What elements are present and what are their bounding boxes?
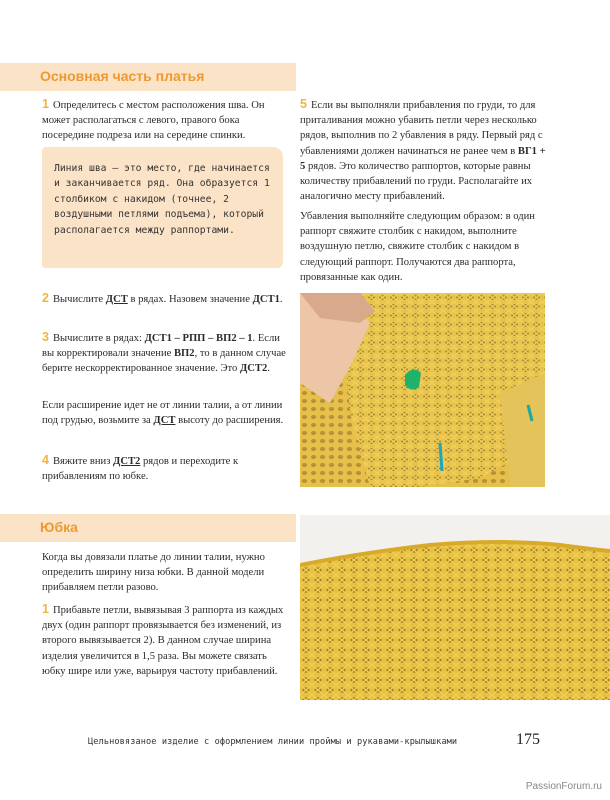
step-4-number: 4 xyxy=(42,453,49,467)
step-2-text-mid: в рядах. Назовем значение xyxy=(127,294,253,305)
skirt-intro-text: Когда вы довязали платье до линии талии, нужно определить ширину низа юбки. В данной модели прибавляем петли разово. xyxy=(42,552,265,594)
step-2-number: 2 xyxy=(42,291,49,305)
step-5 xyxy=(300,97,550,204)
term-vg1: ВГ1 + 5 xyxy=(300,145,546,172)
step-3-extra-text: Если расширение идет не от линии талии, а от линии под грудью, возьмите за xyxy=(42,400,283,427)
step-3-text: Вычислите в рядах: xyxy=(52,333,145,344)
watermark: PassionForum.ru xyxy=(525,781,602,792)
step-2 xyxy=(42,291,287,307)
formula: ДСТ1 – РПП – ВП2 – 1 xyxy=(144,333,253,344)
step-5-end: рядов. Это количество раппортов, которые равны количеству прибавлений по груди. Располагайте их аналогично месту прибавлений. xyxy=(300,160,533,203)
skirt-section-heading-bar xyxy=(0,514,296,542)
skirt-intro xyxy=(42,550,287,596)
skirt-step-1 xyxy=(42,602,287,679)
main-section-title: Основная часть платья xyxy=(40,68,205,84)
step-3-text-mid2: , то в данном случае берите нескорректированное значение. Это xyxy=(42,348,286,375)
step-1-number: 1 xyxy=(42,97,49,111)
term-dst1: ДСТ1 xyxy=(252,294,280,305)
crochet-skirt-image xyxy=(300,515,610,700)
step-1-text: Определитесь с местом расположения шва. Он может располагаться с левого, правого бока посередине подреза или на середине спинки. xyxy=(42,100,265,142)
term-vp2: ВП2 xyxy=(173,348,195,360)
step-2-text: Вычислите xyxy=(52,294,106,305)
step-5-extra-text: Убавления выполняйте следующим образом: в один раппорт свяжите столбик с накидом, выполните воздушную петлю, свяжите столбик с накидом в следующий раппорт. Получаются два раппорта, провязанные как один. xyxy=(300,211,535,283)
note-text: Линия шва — это место, где начинается и заканчивается ряд. Она образуется 1 столбиком с накидом (точнее, 2 воздушными петлями подъема), который располагается между раппортами. xyxy=(54,163,270,236)
step-3-text-mid: . Если вы корректировали значение xyxy=(42,333,280,360)
step-4-text: Вяжите вниз xyxy=(52,456,114,467)
step-3-extra-end: высоту до расширения. xyxy=(175,415,284,427)
step-4-end: рядов и переходите к прибавлениям по юбке. xyxy=(42,456,239,483)
step-1 xyxy=(42,97,287,144)
term-dst2-b: ДСТ2 xyxy=(113,456,141,467)
skirt-step-1-number: 1 xyxy=(42,602,49,616)
skirt-section-title: Юбка xyxy=(40,519,78,535)
term-dst: ДСТ xyxy=(105,294,128,305)
main-section-heading-bar xyxy=(0,63,296,91)
step-3-extra xyxy=(42,398,287,428)
step-3-number: 3 xyxy=(42,330,49,344)
footer-caption: Цельновязаное изделие с оформлением линии проймы и рукавами-крылышками xyxy=(88,737,458,747)
step-5-number: 5 xyxy=(300,97,307,111)
page-number: 175 xyxy=(516,731,540,748)
step-3-end: . xyxy=(267,363,270,375)
term-dst-b: ДСТ xyxy=(153,415,176,427)
step-3 xyxy=(42,330,287,377)
step-2-end: . xyxy=(279,294,283,305)
photo-crochet-markers xyxy=(300,293,545,487)
photo-crochet-skirt xyxy=(300,515,610,700)
term-dst2: ДСТ2 xyxy=(239,363,268,375)
step-5-text: Если вы выполняли прибавления по груди, то для приталивания можно убавить петли через несколько рядов, выполнив по 2 убавления в ряду. Первый ряд с убавлениями должен начинаться не ранее чем в xyxy=(300,100,543,157)
crochet-markers-image xyxy=(300,293,545,487)
step-5-extra xyxy=(300,209,550,285)
step-4 xyxy=(42,453,287,484)
skirt-step-1-text: Прибавьте петли, вывязывая 3 раппорта из каждых двух (один раппорт провязывается без изменений, из второго вывязывается 2). В данном случае ширина изделия увеличится в 1,5 раза. Вы можете связать юбку шире или уже, варьируя частоту прибавлений. xyxy=(42,605,284,677)
